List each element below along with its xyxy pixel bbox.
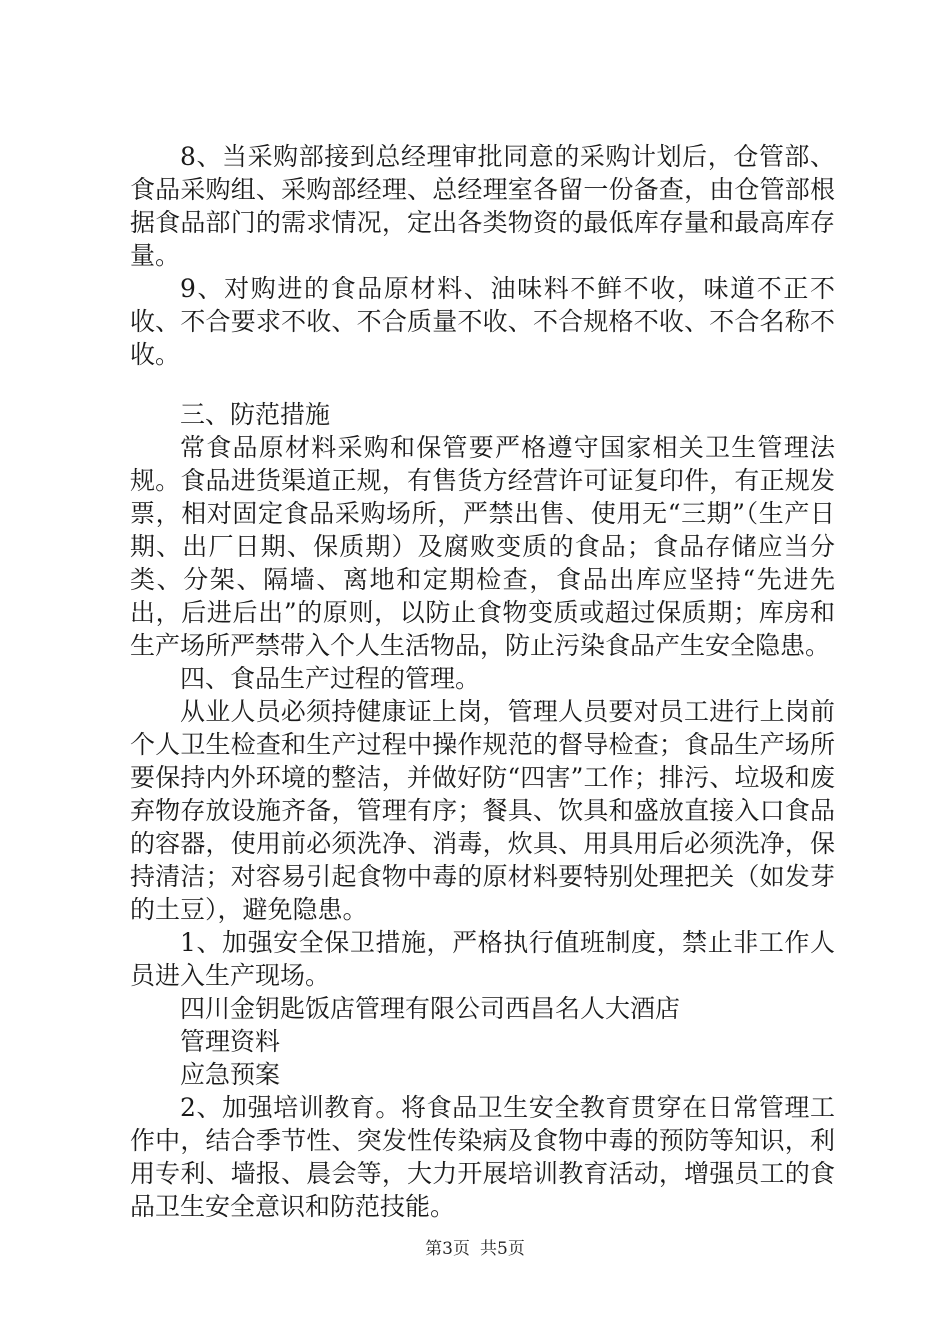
page-number: 第3页 (425, 1239, 470, 1259)
section-gap (130, 371, 835, 398)
section-heading-production: 四、食品生产过程的管理。 (180, 664, 481, 693)
paragraph-production-management: 从业人员必须持健康证上岗，管理人员要对员工进行上岗前个人卫生检查和生产过程中操作规范的督导检查；食品生产场所要保持内外环境的整洁，并做好防“四害”工作；排污、垃圾和废弃物存放设施齐备，管理有序；餐具、饮具和盛放直接入口食品的容器，使用前必须洗净、消毒，炊具、用具用后必须洗净，保持清洁；对容易引起食物中毒的原材料要特别处理把关（如发芽的土豆），避免隐患。 (130, 697, 835, 924)
page-footer (0, 1238, 950, 1260)
doc-category: 管理资料 (180, 1027, 281, 1056)
paragraph-security-measures: 1、加强安全保卫措施，严格执行值班制度，禁止非工作人员进入生产现场。 (130, 928, 835, 990)
paragraph-prevention-measures: 常食品原材料采购和保管要严格遵守国家相关卫生管理法规。食品进货渠道正规，有售货方经营许可证复印件，有正规发票，相对固定食品采购场所，严禁出售、使用无“三期”（生产日期、出厂日期、保质期）及腐败变质的食品；食品存储应当分类、分架、隔墙、离地和定期检查，食品出库应坚持“先进先出，后进后出”的原则，以防止食物变质或超过保质期；库房和生产场所严禁带入个人生活物品，防止污染食品产生安全隐患。 (130, 433, 835, 660)
page-total: 共5页 (480, 1239, 525, 1259)
paragraph-training: 2、加强培训教育。将食品卫生安全教育贯穿在日常管理工作中，结合季节性、突发性传染病及食物中毒的预防等知识，利用专利、墙报、晨会等，大力开展培训教育活动，增强员工的食品卫生安全意识和防范技能。 (130, 1093, 835, 1221)
document-body (130, 140, 835, 1223)
section-heading-prevention: 三、防范措施 (180, 400, 331, 429)
paragraph-item-8: 8、当采购部接到总经理审批同意的采购计划后，仓管部、食品采购组、采购部经理、总经理室各留一份备查，由仓管部根据食品部门的需求情况，定出各类物资的最低库存量和最高库存量。 (130, 142, 835, 270)
paragraph-item-9: 9、对购进的食品原材料、油味料不鲜不收，味道不正不收、不合要求不收、不合质量不收、不合规格不收、不合名称不收。 (130, 274, 835, 369)
doc-subtitle: 应急预案 (180, 1060, 281, 1089)
company-name: 四川金钥匙饭店管理有限公司西昌名人大酒店 (180, 994, 681, 1023)
